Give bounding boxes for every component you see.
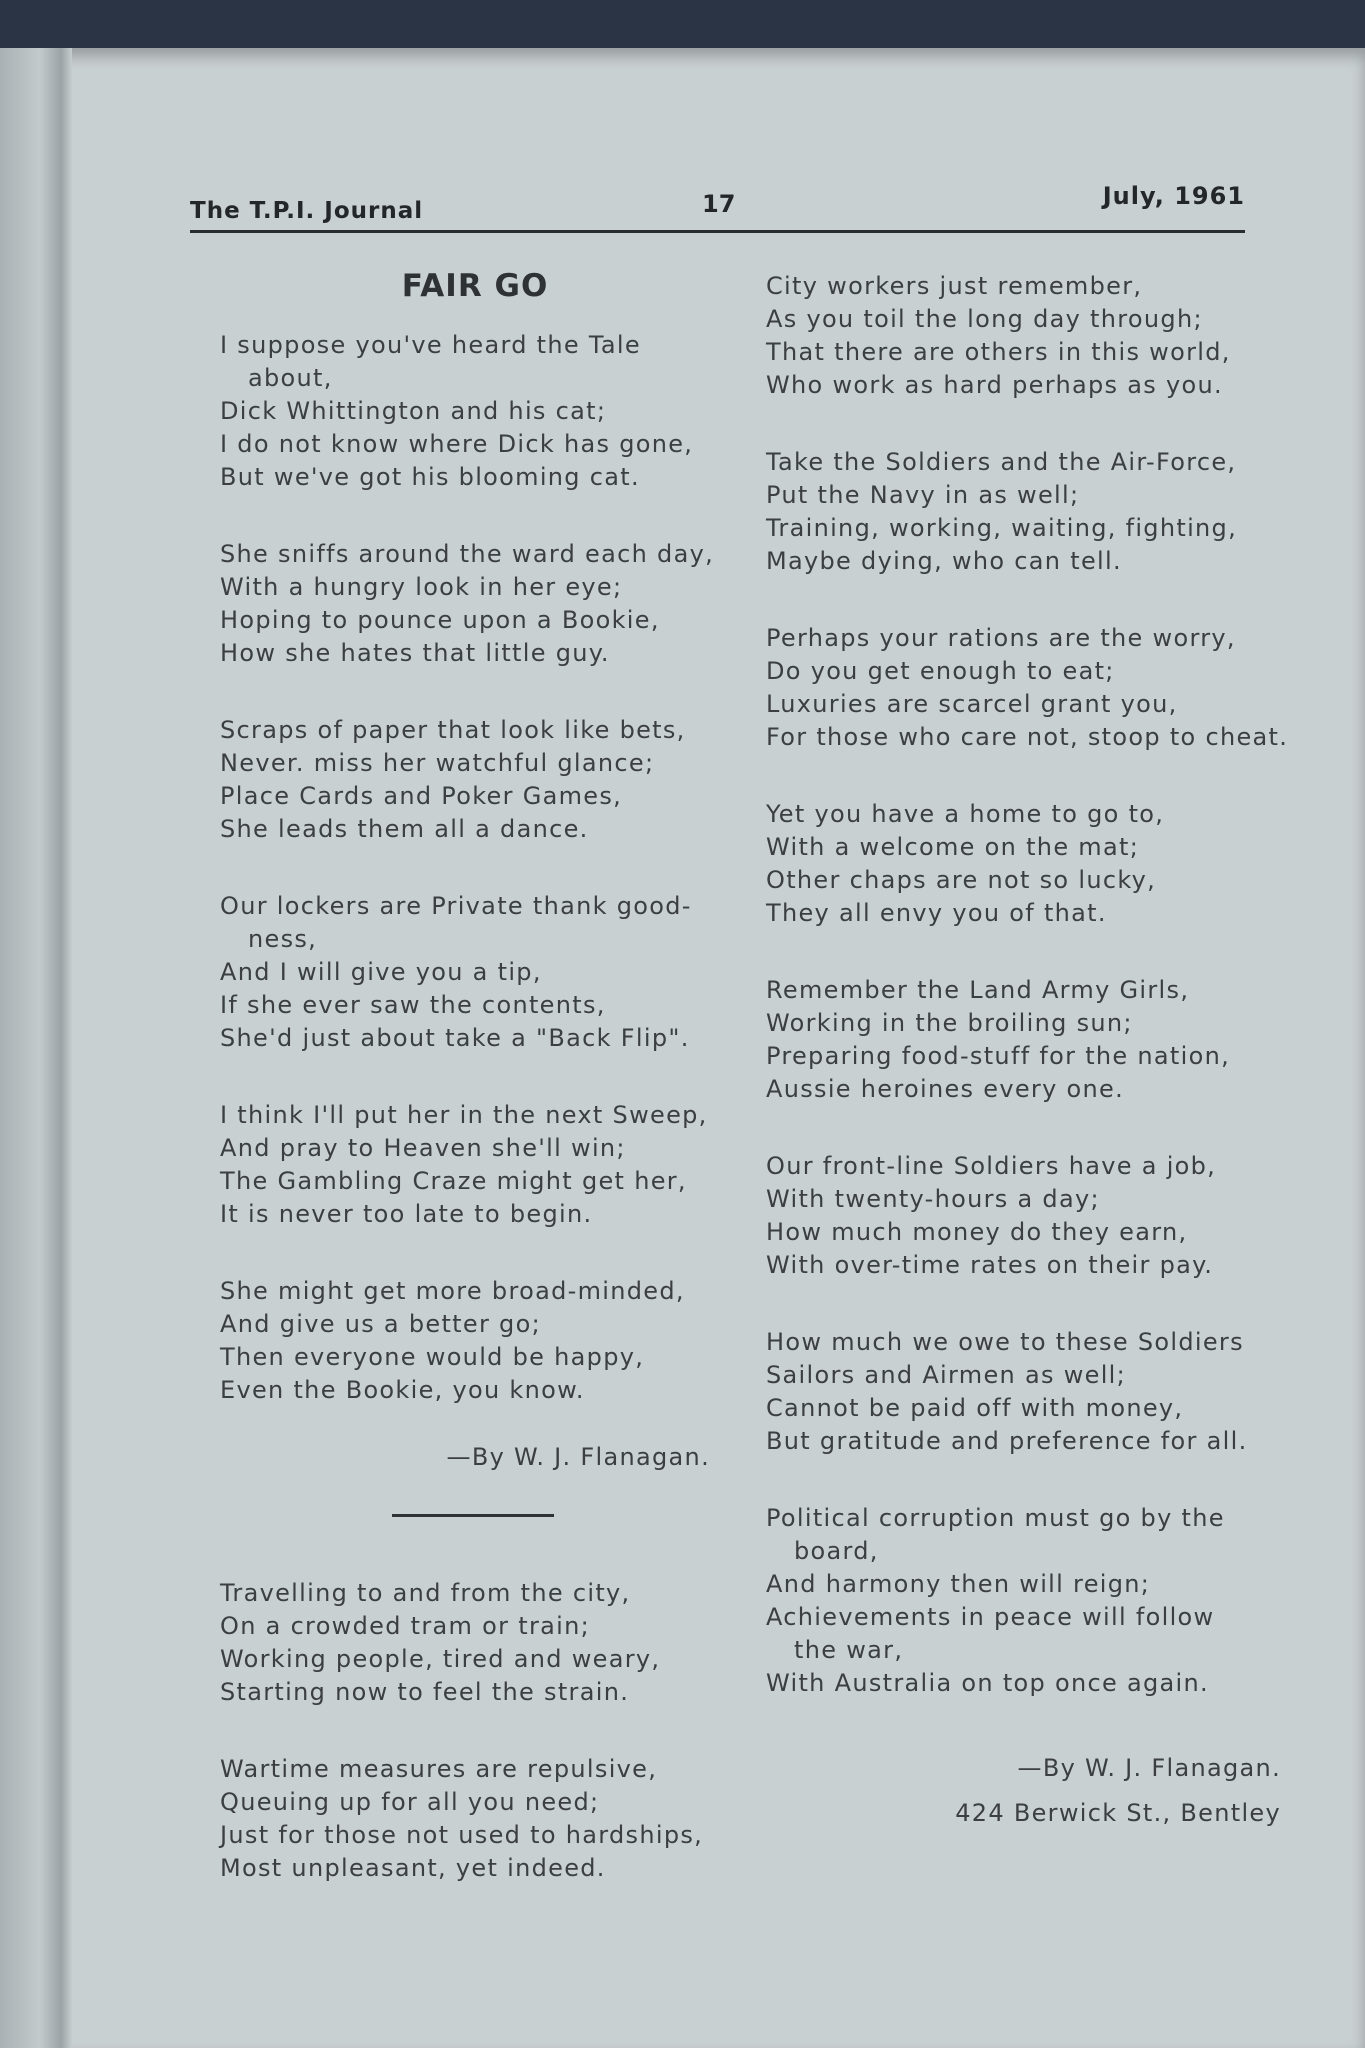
poem-line: Even the Bookie, you know. xyxy=(220,1376,585,1404)
poem-line: I suppose you've heard the Tale xyxy=(220,331,641,359)
poem-line: Hoping to pounce upon a Bookie, xyxy=(220,606,660,634)
poem-line: That there are others in this world, xyxy=(766,338,1231,366)
section-divider xyxy=(392,1514,554,1517)
poem-line: Scraps of paper that look like bets, xyxy=(220,716,686,744)
poem-line: Maybe dying, who can tell. xyxy=(766,547,1122,575)
poem-line: How she hates that little guy. xyxy=(220,639,610,667)
poem-line: board, xyxy=(794,1537,879,1565)
poem-line: I think I'll put her in the next Sweep, xyxy=(220,1101,708,1129)
poem-line: the war, xyxy=(794,1636,904,1664)
poem-line: For those who care not, stoop to cheat. xyxy=(766,723,1289,751)
stanza xyxy=(766,270,1281,402)
poem-line: Never. miss her watchful glance; xyxy=(220,749,655,777)
poem-line: Sailors and Airmen as well; xyxy=(766,1361,1127,1389)
poem-line: City workers just remember, xyxy=(766,272,1143,300)
poem-line: Place Cards and Poker Games, xyxy=(220,782,623,810)
poem-line: Do you get enough to eat; xyxy=(766,657,1115,685)
poem-line: Dick Whittington and his cat; xyxy=(220,397,607,425)
issue-date: July, 1961 xyxy=(1102,182,1245,210)
poem-line: ness, xyxy=(248,925,318,953)
poem-line: Achievements in peace will follow xyxy=(766,1603,1215,1631)
stanza xyxy=(220,890,730,1055)
poem-line: Most unpleasant, yet indeed. xyxy=(220,1854,606,1882)
stanza xyxy=(766,798,1281,930)
stanza xyxy=(766,1150,1281,1282)
stanza xyxy=(766,446,1281,578)
poem-line: On a crowded tram or train; xyxy=(220,1612,590,1640)
stanza xyxy=(220,538,730,670)
poem-line: Who work as hard perhaps as you. xyxy=(766,371,1223,399)
page-number: 17 xyxy=(702,190,736,218)
stanza xyxy=(220,714,730,846)
stanza xyxy=(220,329,730,494)
journal-name: The T.P.I. Journal xyxy=(190,198,424,224)
poem-line: It is never too late to begin. xyxy=(220,1200,593,1228)
poem-line: How much we owe to these Soldiers xyxy=(766,1328,1244,1356)
poem-line: With twenty-hours a day; xyxy=(766,1185,1100,1213)
poem-line: Working in the broiling sun; xyxy=(766,1009,1133,1037)
poem-line: I do not know where Dick has gone, xyxy=(220,430,694,458)
poem-line: And harmony then will reign; xyxy=(766,1570,1151,1598)
poem-line: But gratitude and preference for all. xyxy=(766,1427,1248,1455)
poem-line: Political corruption must go by the xyxy=(766,1504,1225,1532)
stanza xyxy=(766,1502,1281,1700)
poem-line: And give us a better go; xyxy=(220,1310,541,1338)
right-column xyxy=(766,270,1289,1830)
stanza xyxy=(220,1577,730,1709)
poem-line: Luxuries are scarcel grant you, xyxy=(766,690,1178,718)
poem-line: Working people, tired and weary, xyxy=(220,1645,661,1673)
poem-line: But we've got his blooming cat. xyxy=(220,463,640,491)
poem-line: How much money do they earn, xyxy=(766,1218,1188,1246)
poem-line: With a hungry look in her eye; xyxy=(220,573,623,601)
poem-line: Cannot be paid off with money, xyxy=(766,1394,1184,1422)
poem-line: Other chaps are not so lucky, xyxy=(766,866,1157,894)
poem-line: Remember the Land Army Girls, xyxy=(766,976,1190,1004)
stanza xyxy=(766,622,1289,754)
poem-line: As you toil the long day through; xyxy=(766,305,1203,333)
left-column xyxy=(220,270,730,1929)
stanza xyxy=(766,1326,1281,1458)
stanza xyxy=(220,1099,730,1231)
poem-byline: —By W. J. Flanagan. xyxy=(446,1443,710,1471)
poem-line: Perhaps your rations are the worry, xyxy=(766,624,1236,652)
poem-line: Wartime measures are repulsive, xyxy=(220,1755,658,1783)
poem-line: Take the Soldiers and the Air-Force, xyxy=(766,448,1237,476)
page-gutter xyxy=(0,48,72,2048)
poem-byline: —By W. J. Flanagan. xyxy=(1017,1754,1281,1782)
poem-line: With over-time rates on their pay. xyxy=(766,1251,1214,1279)
stanza xyxy=(220,1275,730,1407)
poem-line: If she ever saw the contents, xyxy=(220,991,606,1019)
poem-line: Yet you have a home to go to, xyxy=(766,800,1165,828)
poem-line: Starting now to feel the strain. xyxy=(220,1678,630,1706)
stanza xyxy=(766,974,1281,1106)
poem-line: With a welcome on the mat; xyxy=(766,833,1140,861)
poem-line: She might get more broad-minded, xyxy=(220,1277,685,1305)
poem-line: She sniffs around the ward each day, xyxy=(220,540,715,568)
poem-line: She leads them all a dance. xyxy=(220,815,589,843)
poem-line: They all envy you of that. xyxy=(766,899,1107,927)
page-header xyxy=(190,180,1245,233)
poem-title: FAIR GO xyxy=(401,268,549,304)
poem-line: With Australia on top once again. xyxy=(766,1669,1209,1697)
poem-line: And pray to Heaven she'll win; xyxy=(220,1134,626,1162)
poem-line: Queuing up for all you need; xyxy=(220,1788,600,1816)
poem-line: Put the Navy in as well; xyxy=(766,481,1080,509)
poem-line: Preparing food-stuff for the nation, xyxy=(766,1042,1231,1070)
poem-line: She'd just about take a "Back Flip". xyxy=(220,1024,690,1052)
poem-line: Our lockers are Private thank good- xyxy=(220,892,692,920)
poem-line: Just for those not used to hardships, xyxy=(220,1821,704,1849)
poem-line: And I will give you a tip, xyxy=(220,958,542,986)
poem-line: Then everyone would be happy, xyxy=(220,1343,645,1371)
poem-line: Travelling to and from the city, xyxy=(220,1579,631,1607)
poem-line: Aussie heroines every one. xyxy=(766,1075,1124,1103)
poem-line: Our front-line Soldiers have a job, xyxy=(766,1152,1217,1180)
stanza xyxy=(220,1753,730,1885)
author-address: 424 Berwick St., Bentley xyxy=(955,1799,1281,1827)
poem-line: The Gambling Craze might get her, xyxy=(220,1167,687,1195)
poem-line: about, xyxy=(248,364,333,392)
poem-line: Training, working, waiting, fighting, xyxy=(766,514,1238,542)
